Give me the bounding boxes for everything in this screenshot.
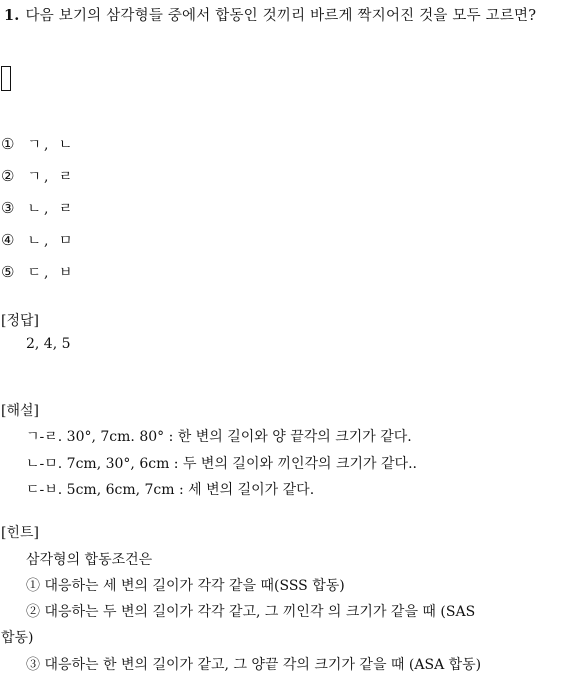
choice-5-text: ㄷ, ㅂ xyxy=(27,265,76,281)
hint-line-asa: ③ 대응하는 한 변의 길이가 같고, 그 양끝 각의 크기가 같을 때 (ASA 합동) xyxy=(26,657,482,673)
hint-label: [힌트] xyxy=(1,525,39,541)
choice-4-mark: ④ xyxy=(1,231,15,249)
question-body: 다음 보기의 삼각형들 중에서 합동인 것끼리 바르게 짝지어진 것을 모두 고르면? xyxy=(25,8,537,24)
choice-3-text: ㄴ, ㄹ xyxy=(27,201,76,217)
choice-5-mark: ⑤ xyxy=(1,263,15,281)
answer-label: [정답] xyxy=(1,313,39,329)
answer-value: 2, 4, 5 xyxy=(26,336,71,352)
choice-1-mark: ① xyxy=(1,135,15,153)
choice-5[interactable] xyxy=(1,256,301,288)
figure-placeholder-box xyxy=(1,66,11,91)
choice-2-mark: ② xyxy=(1,167,15,185)
choice-4-text: ㄴ, ㅁ xyxy=(27,233,76,249)
question-text xyxy=(4,3,570,29)
choice-3-mark: ③ xyxy=(1,199,15,217)
answer-choices xyxy=(1,128,301,288)
hint-line-sas: ② 대응하는 두 변의 길이가 각각 같고, 그 끼인각 의 크기가 같을 때 (SAS xyxy=(26,604,476,620)
hint-line-sas-wrap: 합동) xyxy=(1,630,34,646)
choice-1[interactable] xyxy=(1,128,301,160)
choice-1-text: ㄱ, ㄴ xyxy=(27,137,76,153)
hint-intro: 삼각형의 합동조건은 xyxy=(26,552,153,568)
choice-4[interactable] xyxy=(1,224,301,256)
choice-2[interactable] xyxy=(1,160,301,192)
explanation-line-2: ㄴ-ㅁ. 7cm, 30°, 6cm : 두 변의 길이와 끼인각의 크기가 같다.. xyxy=(26,456,417,472)
choice-3[interactable] xyxy=(1,192,301,224)
explanation-line-1: ㄱ-ㄹ. 30°, 7cm. 80° : 한 변의 길이와 양 끝각의 크기가 같다. xyxy=(26,429,412,445)
explanation-line-3: ㄷ-ㅂ. 5cm, 6cm, 7cm : 세 변의 길이가 같다. xyxy=(26,482,315,498)
hint-line-sss: ① 대응하는 세 변의 길이가 각각 같을 때(SSS 합동) xyxy=(26,578,345,594)
choice-2-text: ㄱ, ㄹ xyxy=(27,169,76,185)
explanation-label: [해설] xyxy=(1,403,39,419)
question-number: 1. xyxy=(4,7,20,24)
